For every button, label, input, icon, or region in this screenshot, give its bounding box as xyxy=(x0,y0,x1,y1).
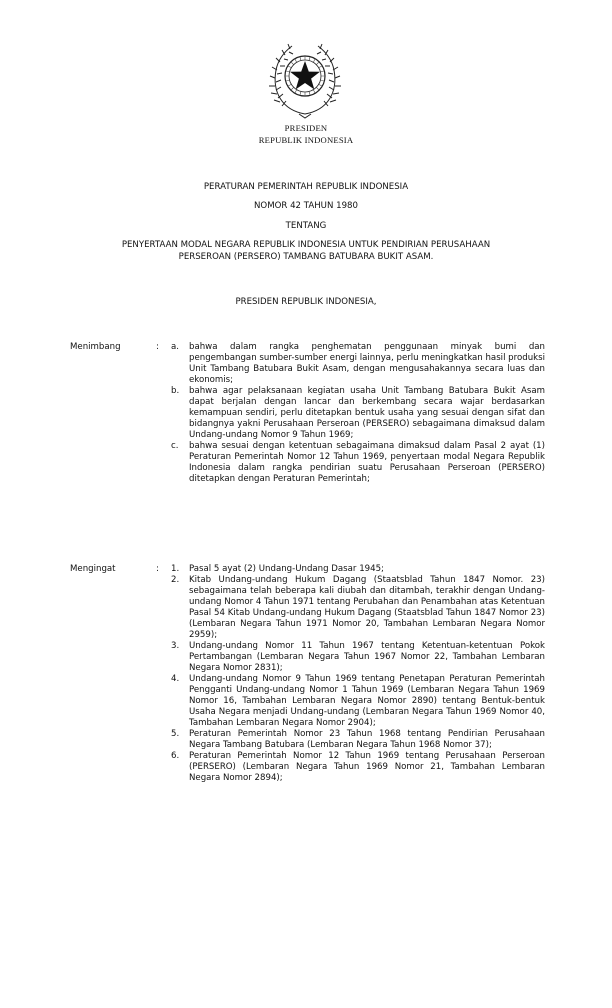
item-marker: c. xyxy=(171,441,179,451)
item-marker: 1. xyxy=(171,564,180,574)
item-text: bahwa sesuai dengan ketentuan sebagaimana dimaksud dalam Pasal 2 ayat (1) Peraturan Pemerintah Nomor 12 Tahun 1969, penyertaan modal Negara Republik Indonesia dalam rangka pendirian suatu Perusahaan Perseroan (PERSERO) ditetapkan dengan Peraturan Pemerintah; xyxy=(189,441,545,484)
item-text: Pasal 5 ayat (2) Undang-Undang Dasar 1945; xyxy=(189,564,384,574)
header-republik: REPUBLIK INDONESIA xyxy=(258,135,354,145)
menimbang-label: Menimbang xyxy=(70,342,121,352)
item-text: Kitab Undang-undang Hukum Dagang (Staatsblad Tahun 1847 Nomor. 23) sebagaimana telah beberapa kali diubah dan ditambah, terakhir dengan Undang-undang Nomor 4 Tahun 1971 tentang Perubahan dan Penambahan atas Ketentuan Pasal 54 Kitab Undang-undang Hukum Dagang (Staatsblad Tahun 1847 Nomor 23) (Lembaran Negara Tahun 1971 Nomor 20, Tambahan Lembaran Negara Nomor 2959); xyxy=(189,575,545,640)
title-line-1: PERATURAN PEMERINTAH REPUBLIK INDONESIA xyxy=(203,182,409,192)
list-item xyxy=(171,641,545,674)
item-text: Peraturan Pemerintah Nomor 12 Tahun 1969 tentang Perusahaan Perseroan (PERSERO) (Lembaran Negara Tahun 1969 Nomor 21, Tambahan Lembaran Negara Nomor 2894); xyxy=(189,751,545,783)
garuda-star-emblem-icon xyxy=(268,36,342,120)
item-marker: b. xyxy=(171,386,180,396)
list-item xyxy=(171,729,545,751)
list-item xyxy=(171,386,545,441)
item-text: Peraturan Pemerintah Nomor 23 Tahun 1968 tentang Pendirian Perusahaan Negara Tambang Batubara (Lembaran Negara Tahun 1968 Nomor 37); xyxy=(189,729,545,750)
title-line-3: TENTANG xyxy=(285,221,327,231)
header-presiden: PRESIDEN xyxy=(284,123,328,133)
item-text: Undang-undang Nomor 9 Tahun 1969 tentang Penetapan Peraturan Pemerintah Pengganti Undang-undang Nomor 1 Tahun 1969 (Lembaran Negara Tahun 1969 Nomor 16, Tambahan Lembaran Negara Nomor 2890) tentang Bentuk-bentuk Usaha Negara menjadi Undang-undang (Lembaran Negara Tahun 1969 Nomor 40, Tambahan Lembaran Negara Nomor 2904); xyxy=(189,674,545,728)
list-item xyxy=(171,441,545,485)
title-line-4: PENYERTAAN MODAL NEGARA REPUBLIK INDONESIA UNTUK PENDIRIAN PERUSAHAAN xyxy=(121,240,491,250)
preamble: PRESIDEN REPUBLIK INDONESIA, xyxy=(235,297,377,307)
list-item xyxy=(171,564,545,575)
mengingat-label: Mengingat xyxy=(70,564,116,574)
title-line-2: NOMOR 42 TAHUN 1980 xyxy=(254,201,358,211)
item-text: bahwa agar pelaksanaan kegiatan usaha Unit Tambang Batubara Bukit Asam dapat berjalan dengan lancar dan berkembang secara wajar berdasarkan kemampuan sendiri, perlu ditetapkan bentuk usaha yang sesuai dengan sifat dan bidangnya yakni Perusahaan Perseroan (PERSERO) sebagaimana dimaksud dalam Undang-undang Nomor 9 Tahun 1969; xyxy=(189,386,545,440)
mengingat-list xyxy=(171,564,545,784)
menimbang-colon: : xyxy=(156,342,159,352)
item-marker: 6. xyxy=(171,751,180,761)
item-marker: 4. xyxy=(171,674,180,684)
list-item xyxy=(171,674,545,729)
item-text: bahwa dalam rangka penghematan penggunaan minyak bumi dan pengembangan sumber-sumber energi lainnya, perlu meningkatkan hasil produksi Unit Tambang Batubara Bukit Asam, dengan mengusahakannya secara luas dan ekonomis; xyxy=(189,342,545,385)
item-marker: a. xyxy=(171,342,179,352)
list-item xyxy=(171,751,545,784)
list-item xyxy=(171,342,545,386)
menimbang-list xyxy=(171,342,545,485)
item-text: Undang-undang Nomor 11 Tahun 1967 tentang Ketentuan-ketentuan Pokok Pertambangan (Lembaran Negara Tahun 1967 Nomor 22, Tambahan Lembaran Negara Nomor 2831); xyxy=(189,641,545,673)
item-marker: 5. xyxy=(171,729,180,739)
item-marker: 2. xyxy=(171,575,180,585)
list-item xyxy=(171,575,545,641)
title-line-5: PERSEROAN (PERSERO) TAMBANG BATUBARA BUKIT ASAM. xyxy=(178,252,434,262)
mengingat-colon: : xyxy=(156,564,159,574)
item-marker: 3. xyxy=(171,641,180,651)
